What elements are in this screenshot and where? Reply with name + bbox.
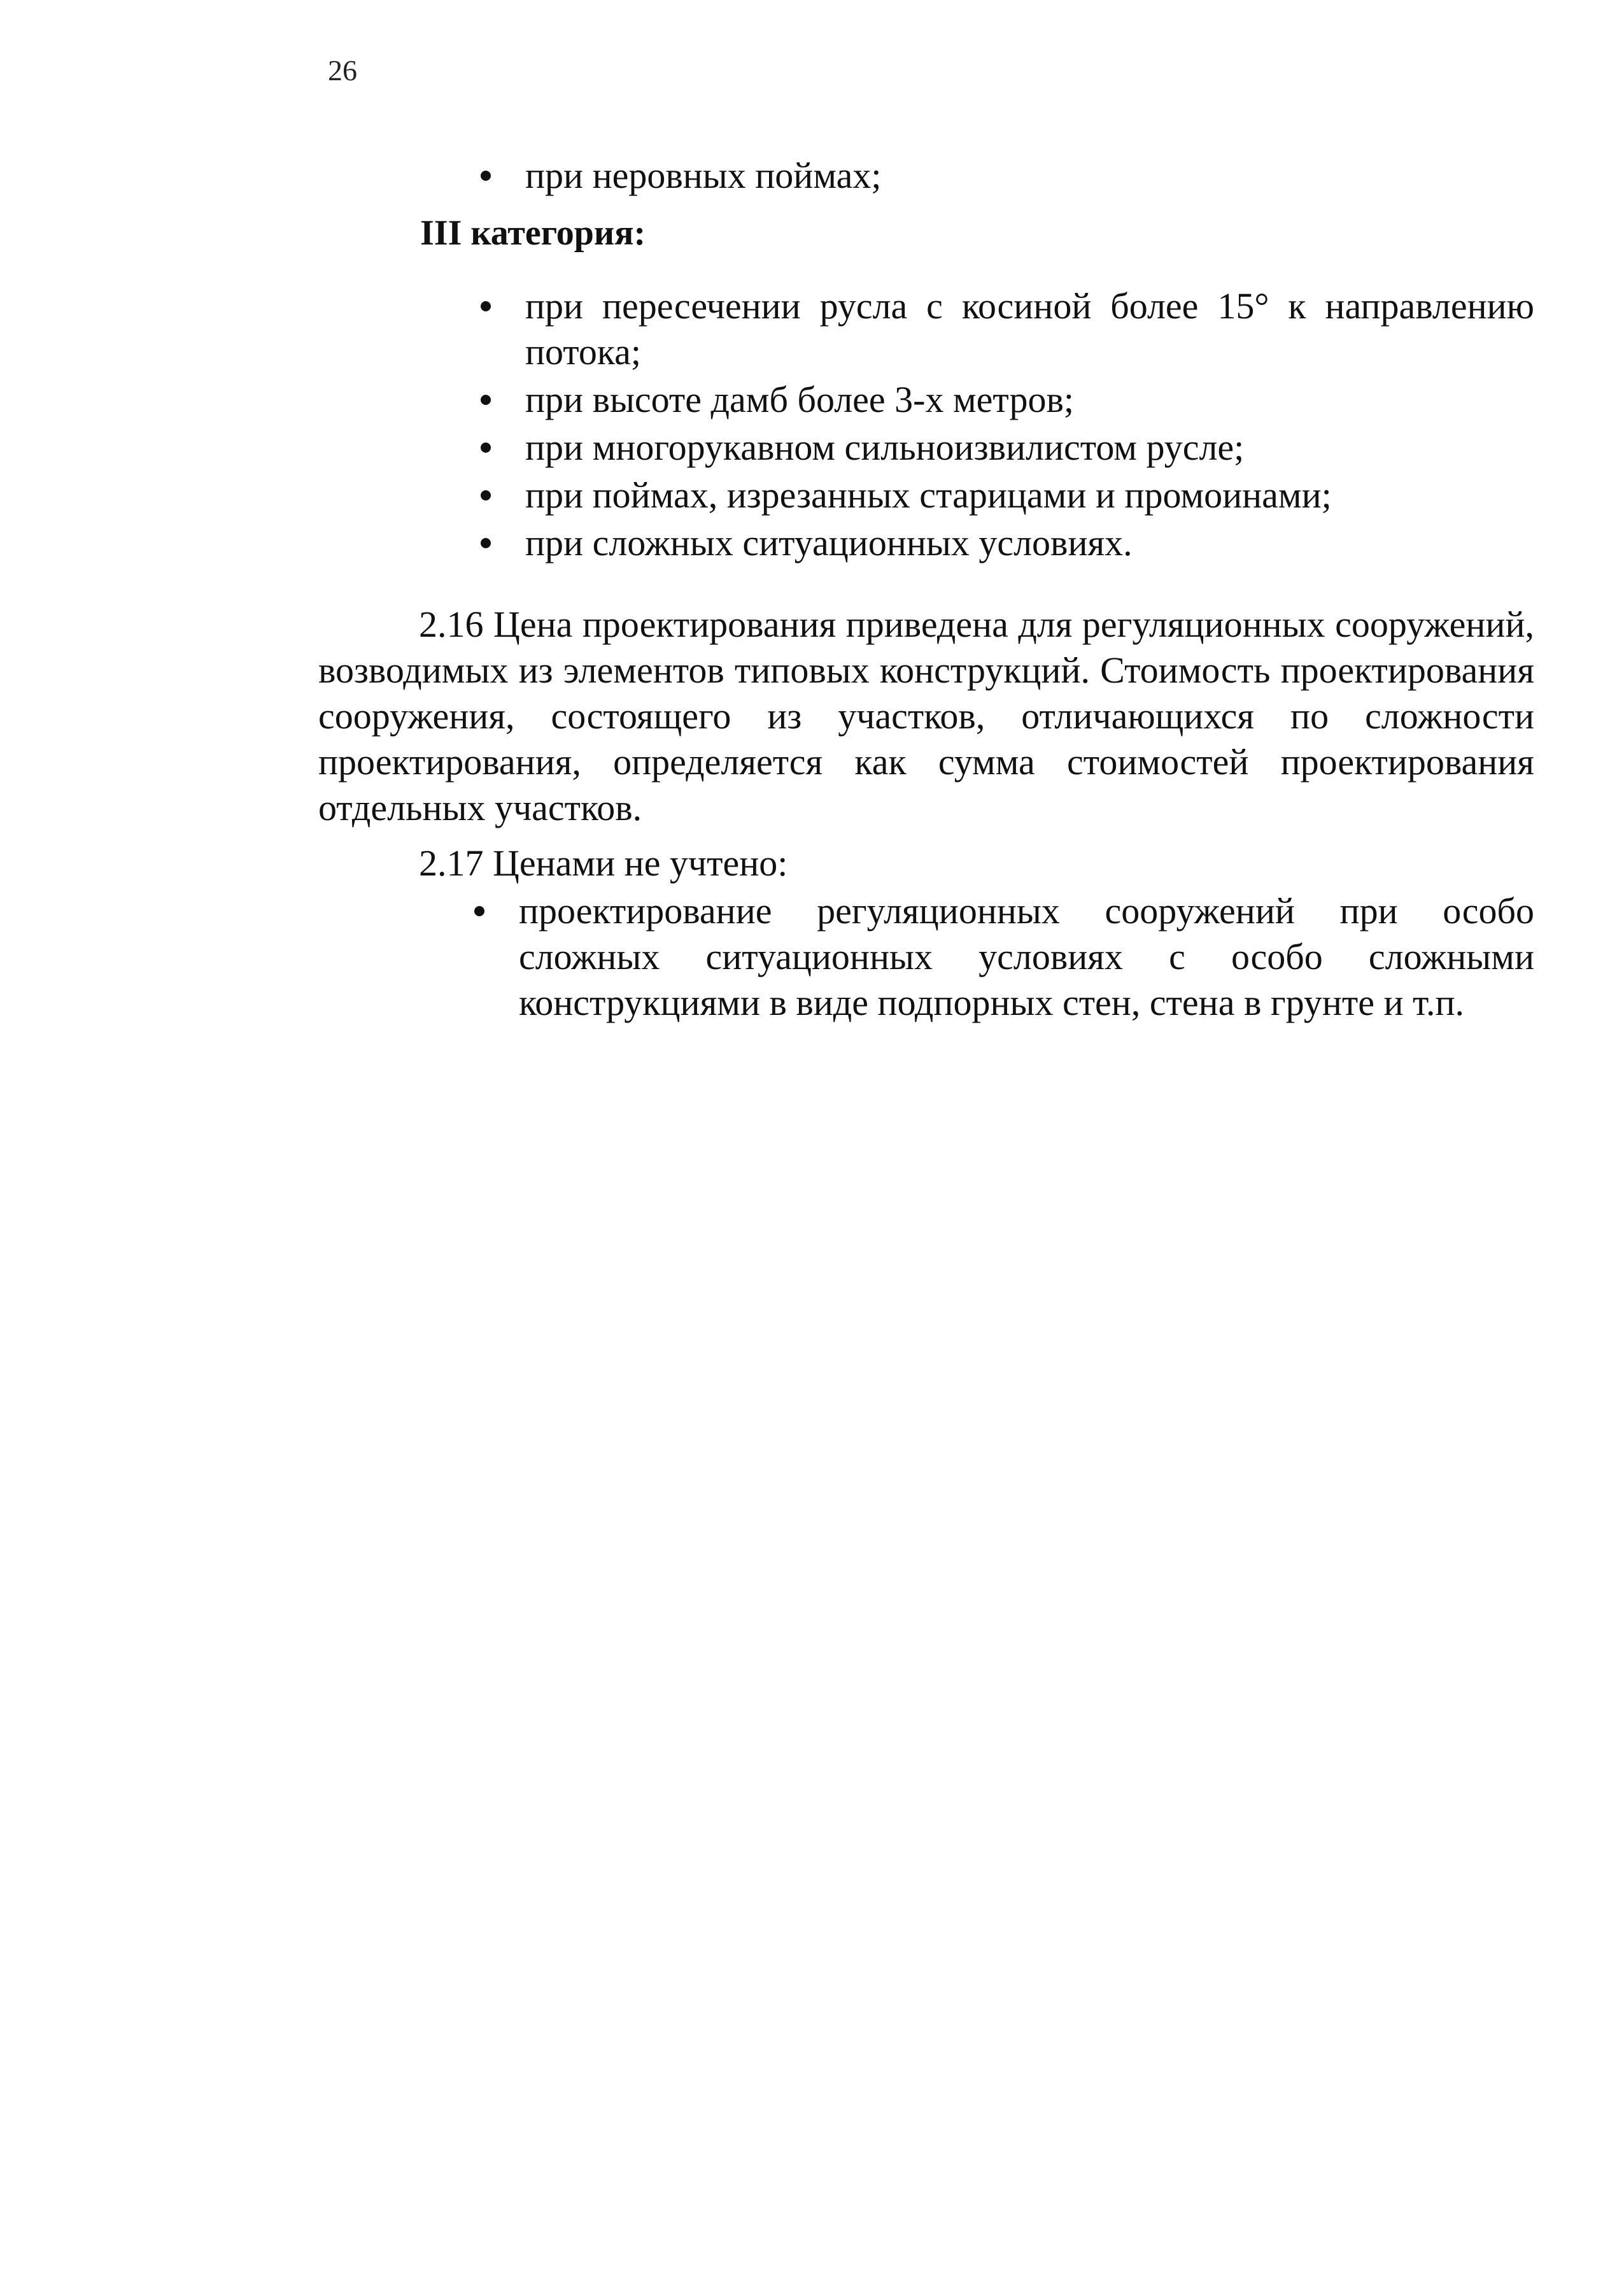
list-item: при поймах, изрезанных старицами и промоинами; [474,472,1534,518]
list-item: при высоте дамб более 3-х метров; [474,377,1534,423]
category-heading: III категория: [420,213,646,253]
list-item: при многорукавном сильноизвилистом русле; [474,425,1534,471]
bullet-list-top [474,153,1534,199]
list-item: при пересечении русла с косиной более 15° к направлению потока; [474,283,1534,375]
not-included-list [468,888,1534,1026]
category-iii-list [474,283,1534,568]
paragraph-2-17: 2.17 Ценами не учтено: [419,842,788,884]
list-item: проектирование регуляционных сооружений при особо сложных ситуационных условиях с особо сложными конструкциями в виде подпорных стен, стена в грунте и т.п. [468,888,1534,1026]
page-number: 26 [328,54,357,87]
list-item: при сложных ситуационных условиях. [474,520,1534,566]
paragraph-2-16: 2.16 Цена проектирования приведена для регуляционных сооружений, возводимых из элементов типовых конструкций. Стоимость проектирования сооружения, состоящего из участков, отличающихся по сложности проектирования, определяется как сумма стоимостей проектирования отдельных участков. [318,604,1534,828]
list-item: при неровных поймах; [474,153,1534,199]
